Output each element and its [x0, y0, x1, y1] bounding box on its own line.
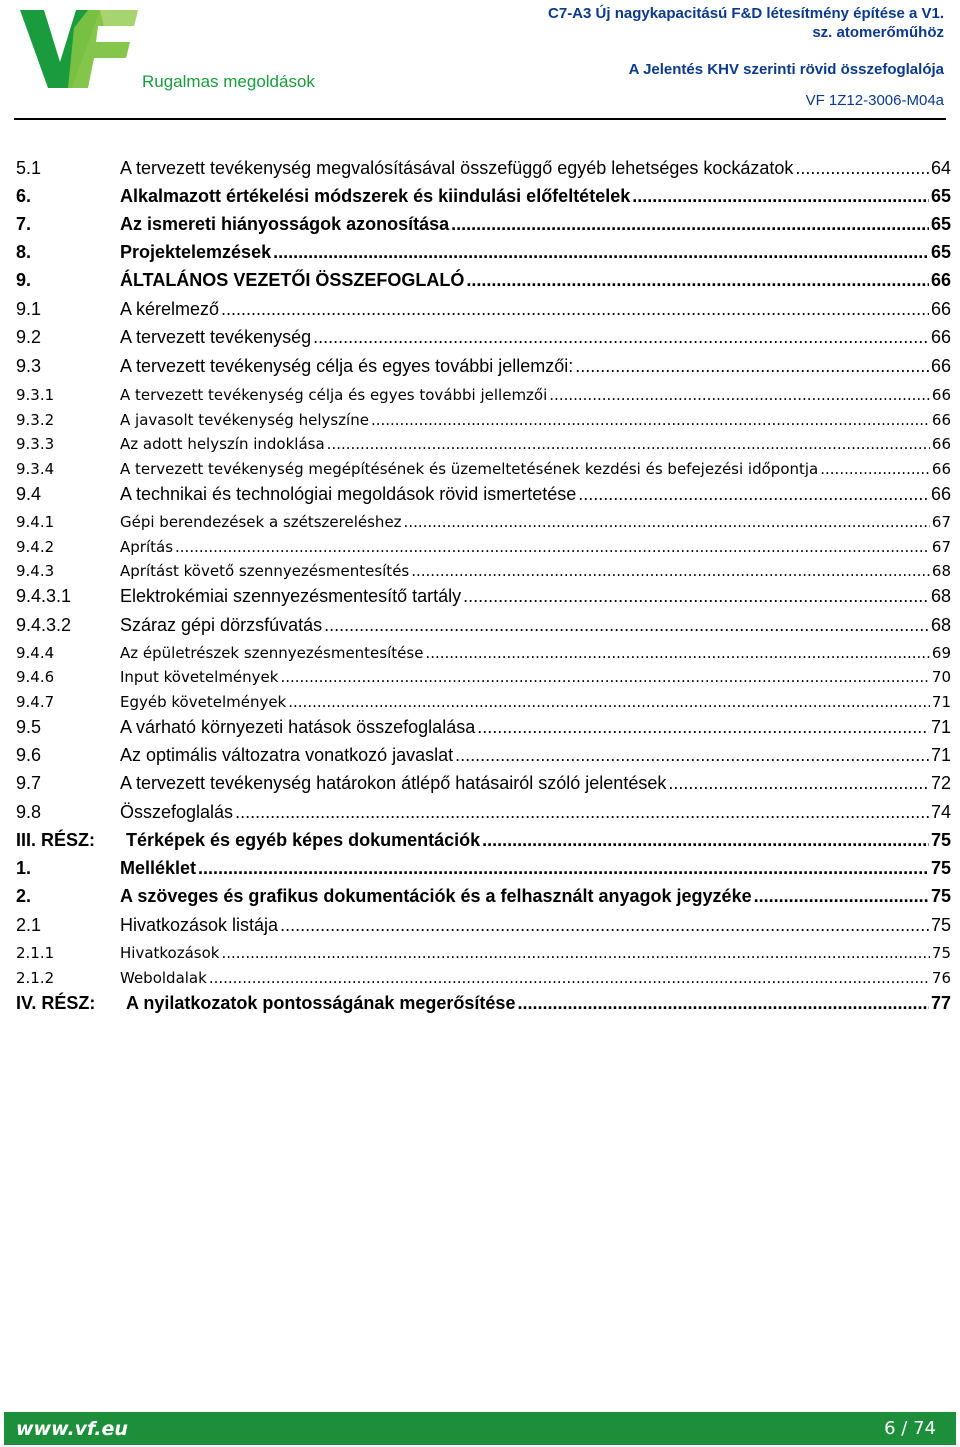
toc-leader-dots: [754, 886, 929, 907]
toc-leader-dots: [327, 435, 930, 453]
toc-entry-page: 75: [931, 944, 951, 962]
toc-entry-page: 75: [930, 915, 951, 935]
toc-entry-number: 7.: [16, 214, 32, 234]
toc-entry-page: 70: [931, 668, 951, 686]
toc-entry-number: 2.1.1: [16, 944, 55, 962]
toc-entry-title: Alkalmazott értékelési módszerek és kiindulási előfeltételek: [120, 186, 631, 206]
toc-leader-dots: [455, 745, 929, 766]
header-divider: [14, 118, 946, 120]
toc-entry[interactable]: [16, 858, 951, 879]
toc-entry-number: 9.4.7: [16, 693, 55, 711]
toc-leader-dots: [578, 484, 929, 505]
toc-leader-dots: [668, 773, 929, 794]
toc-entry-page: 75: [930, 858, 951, 878]
toc-entry-number: III. RÉSZ:: [16, 830, 96, 850]
toc-entry-page: 66: [931, 460, 951, 478]
toc-entry-page: 64: [930, 158, 951, 178]
toc-leader-dots: [820, 460, 930, 478]
toc-leader-dots: [198, 858, 929, 879]
toc-leader-dots: [477, 717, 929, 738]
toc-entry-title: Input követelmények: [120, 668, 279, 686]
toc-entry[interactable]: [16, 668, 951, 686]
toc-entry-number: 9.4.1: [16, 513, 55, 531]
toc-entry-page: 69: [931, 644, 951, 662]
toc-leader-dots: [371, 411, 930, 429]
toc-entry-page: 71: [931, 693, 951, 711]
toc-entry[interactable]: [16, 586, 951, 607]
toc-entry[interactable]: [16, 773, 951, 794]
toc-entry-page: 66: [930, 270, 951, 290]
toc-leader-dots: [463, 586, 929, 607]
toc-entry[interactable]: [16, 327, 951, 348]
toc-entry-title: Az adott helyszín indoklása: [120, 435, 325, 453]
toc-leader-dots: [324, 615, 929, 636]
company-logo: [16, 6, 346, 98]
toc-entry[interactable]: [16, 435, 951, 453]
toc-entry[interactable]: [16, 993, 951, 1014]
toc-leader-dots: [795, 158, 929, 179]
toc-entry[interactable]: [16, 186, 951, 207]
project-title-line2: sz. atomerőműhöz: [812, 24, 944, 41]
document-subtitle: A Jelentés KHV szerinti rövid összefoglalója: [628, 61, 944, 78]
toc-entry-number: 9.4.2: [16, 538, 55, 556]
toc-entry-number: 6.: [16, 186, 32, 206]
toc-leader-dots: [425, 644, 929, 662]
toc-entry-title: A tervezett tevékenység célja és egyes további jellemzői:: [120, 356, 574, 376]
toc-entry-title: A kérelmező: [120, 299, 220, 319]
toc-entry-title: Az épületrészek szennyezésmentesítése: [120, 644, 424, 662]
toc-leader-dots: [221, 944, 929, 962]
toc-entry-page: 71: [930, 745, 951, 765]
toc-leader-dots: [451, 214, 929, 235]
toc-entry-page: 71: [930, 717, 951, 737]
toc-entry-page: 67: [931, 513, 951, 531]
toc-entry-number: 8.: [16, 242, 32, 262]
toc-entry[interactable]: [16, 411, 951, 429]
toc-entry-page: 67: [931, 538, 951, 556]
toc-entry[interactable]: [16, 717, 951, 738]
toc-leader-dots: [517, 993, 929, 1014]
toc-entry[interactable]: [16, 915, 951, 936]
toc-entry-title: Gépi berendezések a szétszereléshez: [120, 513, 402, 531]
toc-entry-title: Hivatkozások listája: [120, 915, 279, 935]
toc-leader-dots: [482, 830, 929, 851]
toc-leader-dots: [549, 386, 930, 404]
toc-leader-dots: [632, 186, 929, 207]
toc-entry-title: Aprítást követő szennyezésmentesítés: [120, 562, 410, 580]
toc-entry-number: 1.: [16, 858, 32, 878]
toc-entry-page: 65: [930, 186, 951, 206]
toc-entry-title: Száraz gépi dörzsfúvatás: [120, 615, 323, 635]
toc-entry[interactable]: [16, 214, 951, 235]
toc-entry-number: 9.3.2: [16, 411, 55, 429]
toc-entry-title: Projektelemzések: [120, 242, 272, 262]
page-footer: [4, 1412, 956, 1445]
toc-entry-title: Melléklet: [120, 858, 197, 878]
toc-entry-title: Az optimális változatra vonatkozó javaslat: [120, 745, 454, 765]
toc-entry-title: Weboldalak: [120, 969, 207, 987]
document-code: VF 1Z12-3006-M04a: [805, 92, 944, 109]
toc-entry-number: 9.6: [16, 745, 42, 765]
toc-entry-title: A tervezett tevékenység: [120, 327, 312, 347]
toc-entry-title: A tervezett tevékenység határokon átlépő hatásairól szóló jelentések: [120, 773, 667, 793]
toc-entry-title: Elektrokémiai szennyezésmentesítő tartály: [120, 586, 462, 606]
toc-entry[interactable]: [16, 830, 951, 851]
toc-entry-page: 66: [931, 386, 951, 404]
toc-entry[interactable]: [16, 270, 951, 291]
toc-entry-title: A szöveges és grafikus dokumentációk és a felhasznált anyagok jegyzéke: [120, 886, 752, 906]
toc-entry-title: Hivatkozások: [120, 944, 220, 962]
toc-entry[interactable]: [16, 513, 951, 531]
toc-leader-dots: [288, 693, 930, 711]
toc-entry-title: A tervezett tevékenység célja és egyes további jellemzői: [120, 386, 548, 404]
toc-entry-number: 9.3.3: [16, 435, 55, 453]
vf-logo-icon: [16, 6, 142, 94]
toc-entry-page: 76: [931, 969, 951, 987]
toc-leader-dots: [235, 802, 929, 823]
toc-entry[interactable]: [16, 969, 951, 987]
toc-entry-title: A nyilatkozatok pontosságának megerősítése: [126, 993, 516, 1013]
toc-entry-page: 66: [931, 411, 951, 429]
toc-entry-page: 66: [930, 299, 951, 319]
toc-entry-title: Aprítás: [120, 538, 174, 556]
toc-entry[interactable]: [16, 615, 951, 636]
page-number: 6 / 74: [884, 1418, 936, 1439]
toc-leader-dots: [404, 513, 930, 531]
toc-entry-page: 77: [930, 993, 951, 1013]
toc-leader-dots: [221, 299, 929, 320]
toc-entry-number: 9.4.3.1: [16, 586, 72, 606]
toc-entry-page: 66: [930, 484, 951, 504]
toc-entry-number: 9.3.4: [16, 460, 55, 478]
toc-entry-title: A technikai és technológiai megoldások rövid ismertetése: [120, 484, 577, 504]
toc-entry-number: 9.4: [16, 484, 42, 504]
toc-entry-page: 75: [930, 886, 951, 906]
toc-entry-title: Az ismereti hiányosságok azonosítása: [120, 214, 450, 234]
toc-entry-number: 2.1: [16, 915, 42, 935]
toc-entry[interactable]: [16, 356, 951, 377]
toc-leader-dots: [466, 270, 929, 291]
toc-entry-number: 9.5: [16, 717, 42, 737]
toc-entry-number: 9.: [16, 270, 32, 290]
toc-entry-number: 9.4.3: [16, 562, 55, 580]
toc-entry[interactable]: [16, 802, 951, 823]
toc-entry-page: 74: [930, 802, 951, 822]
toc-entry-page: 68: [930, 586, 951, 606]
toc-leader-dots: [175, 538, 930, 556]
toc-leader-dots: [280, 915, 929, 936]
project-title-line1: C7-A3 Új nagykapacitású F&D létesítmény építése a V1.: [548, 5, 944, 22]
toc-entry-title: Térképek és egyéb képes dokumentációk: [126, 830, 481, 850]
toc-entry[interactable]: [16, 386, 951, 404]
toc-leader-dots: [280, 668, 929, 686]
document-header: [424, 4, 944, 110]
toc-entry-number: 9.4.6: [16, 668, 55, 686]
toc-entry-number: 9.2: [16, 327, 42, 347]
toc-entry[interactable]: [16, 299, 951, 320]
toc-entry-title: A javasolt tevékenység helyszíne: [120, 411, 369, 429]
toc-leader-dots: [313, 327, 929, 348]
toc-leader-dots: [411, 562, 930, 580]
toc-entry-title: Egyéb követelmények: [120, 693, 287, 711]
toc-entry-number: 9.3: [16, 356, 42, 376]
toc-entry[interactable]: [16, 460, 951, 478]
toc-entry[interactable]: [16, 886, 951, 907]
toc-entry-number: 5.1: [16, 158, 42, 178]
toc-entry[interactable]: [16, 745, 951, 766]
toc-entry-title: Összefoglalás: [120, 802, 234, 822]
toc-entry-number: 9.7: [16, 773, 42, 793]
toc-entry-page: 75: [930, 830, 951, 850]
toc-entry[interactable]: [16, 693, 951, 711]
toc-entry[interactable]: [16, 242, 951, 263]
toc-entry-number: 2.1.2: [16, 969, 55, 987]
toc-entry-page: 68: [930, 615, 951, 635]
toc-entry[interactable]: [16, 538, 951, 556]
toc-entry[interactable]: [16, 644, 951, 662]
toc-entry-number: 2.: [16, 886, 32, 906]
toc-entry-page: 65: [930, 242, 951, 262]
website-link[interactable]: www.vf.eu: [16, 1417, 128, 1440]
toc-entry-title: A várható környezeti hatások összefoglalása: [120, 717, 476, 737]
toc-leader-dots: [209, 969, 930, 987]
toc-entry[interactable]: [16, 562, 951, 580]
toc-entry-number: 9.8: [16, 802, 42, 822]
toc-entry[interactable]: [16, 944, 951, 962]
toc-entry-page: 68: [931, 562, 951, 580]
toc-entry-number: 9.4.3.2: [16, 615, 72, 635]
toc-entry-title: A tervezett tevékenység megvalósításával összefüggő egyéb lehetséges kockázatok: [120, 158, 794, 178]
toc-entry-page: 65: [930, 214, 951, 234]
toc-entry-number: IV. RÉSZ:: [16, 993, 96, 1013]
toc-entry-title: ÁLTALÁNOS VEZETŐI ÖSSZEFOGLALÓ: [120, 270, 465, 290]
toc-entry-number: 9.1: [16, 299, 42, 319]
toc-leader-dots: [273, 242, 929, 263]
company-tagline: Rugalmas megoldások: [142, 72, 315, 91]
toc-entry-page: 66: [930, 356, 951, 376]
toc-entry-page: 66: [930, 327, 951, 347]
toc-entry-title: A tervezett tevékenység megépítésének és üzemeltetésének kezdési és befejezési időpontja: [120, 460, 819, 478]
toc-leader-dots: [575, 356, 929, 377]
toc-entry[interactable]: [16, 484, 951, 505]
toc-entry-page: 66: [931, 435, 951, 453]
toc-entry[interactable]: [16, 158, 951, 179]
toc-entry-page: 72: [930, 773, 951, 793]
toc-entry-number: 9.3.1: [16, 386, 55, 404]
toc-entry-number: 9.4.4: [16, 644, 55, 662]
